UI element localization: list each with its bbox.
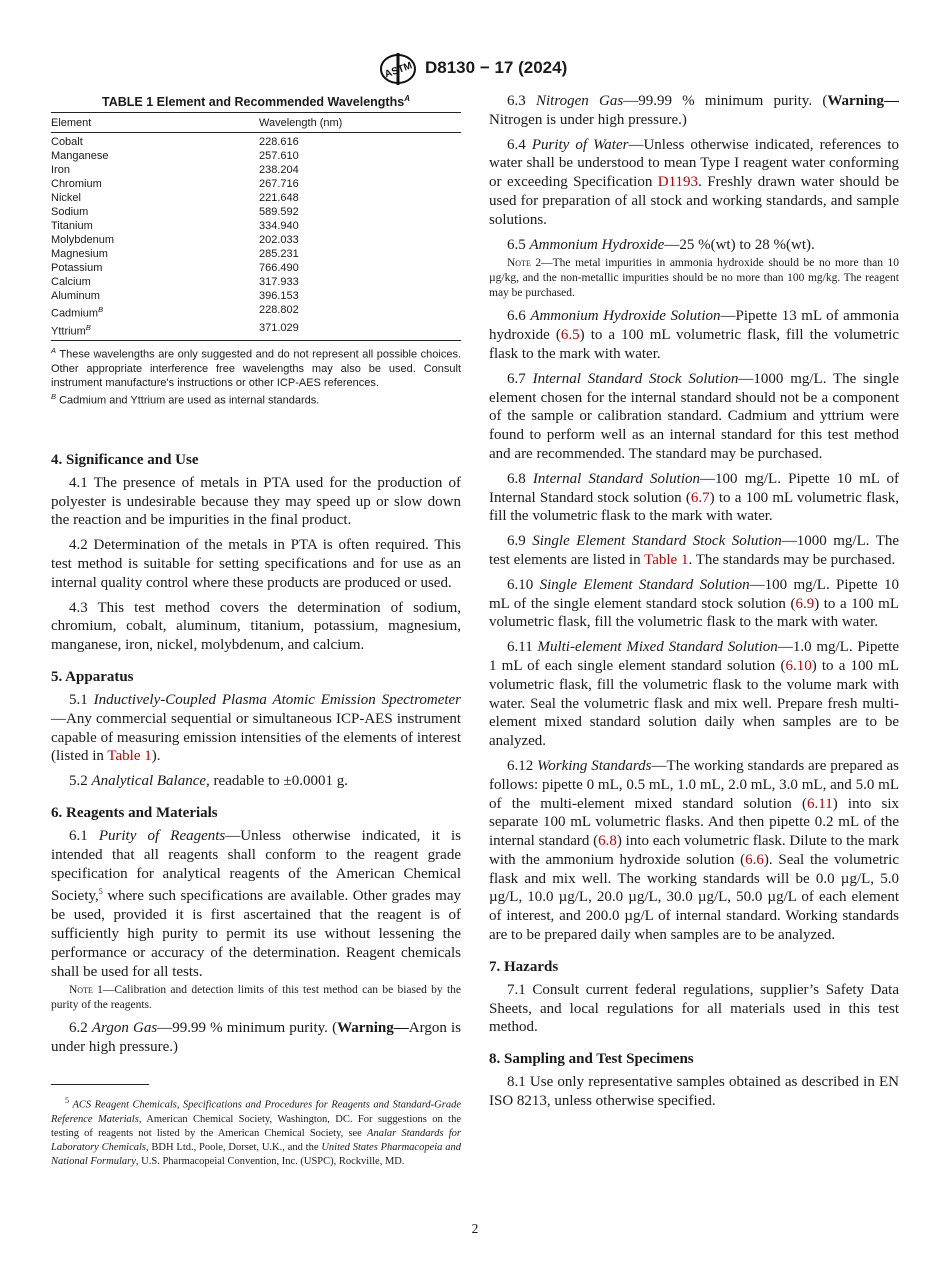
page-header <box>0 52 950 86</box>
paragraph-6-11: 6.11 Multi-element Mixed Standard Solution—1.0 mg/L. Pipette 1 mL of each single element standard solution (6.10) to a 100 mL volumetric flask, fill the volumetric flask to the volume mark with water. Seal the volumetric flask and mix well. Prepare fresh multi-element mixed standard solution daily when samples are to be analyzed. <box>489 639 899 750</box>
column-header-wavelength: Wavelength (nm) <box>259 117 343 130</box>
right-column <box>489 92 899 1111</box>
paragraph-5-1: 5.1 Inductively-Coupled Plasma Atomic Emission Spectrometer—Any commercial sequential or simultaneous ICP-AES instrument capable of measuring emission intensities of the elements of interest (listed in Table 1). <box>51 691 462 765</box>
wavelength-cell: 257.610 <box>259 150 299 163</box>
table-row <box>51 191 461 205</box>
table-1-link-2[interactable]: Table 1 <box>644 551 689 568</box>
column-header-element: Element <box>51 117 92 130</box>
paragraph-6-2: 6.2 Argon Gas—99.99 % minimum purity. (Warning—Argon is under high pressure.) <box>51 1020 462 1056</box>
note-2: Note 2—The metal impurities in ammonia hydroxide should be no more than 10 µg/kg, and the non-metallic impurities should be no more than 100 mg/kg. The reagent may be purchased. <box>489 257 899 300</box>
section-6-6-link[interactable]: 6.6 <box>745 851 764 868</box>
section-6-7-link[interactable]: 6.7 <box>690 489 710 506</box>
table-note-a: $^A$ These wavelengths are only suggested and do not represent all possible choices. Other appropriate interference free wavelengths may also be used. Consult instrument manufacture's instructions or other ICP-AES references. <box>51 346 462 390</box>
astm-logo-icon <box>378 52 418 86</box>
paragraph-7-1: 7.1 Consult current federal regulations, supplier’s Safety Data Sheets, and local regulations for all materials used in this test method. <box>489 981 899 1036</box>
table-1-link[interactable]: Table 1 <box>107 748 152 765</box>
paragraph-6-8: 6.8 Internal Standard Solution—100 mg/L. Pipette 10 mL of Internal Standard stock solution (6.7) to a 100 mL volumetric flask, fill the volumetric flask to the mark with water. <box>489 470 900 525</box>
paragraph-6-7: 6.7 Internal Standard Stock Solution—1000 mg/L. The single element chosen for the internal standard should not be a component of the sample or calibration standard. Cadmium and yttrium were found to perform well as an internal standard for this test method and are recommended. The standard may be purchased. <box>489 370 899 462</box>
paragraph-6-6: 6.6 Ammonium Hydroxide Solution—Pipette 13 mL of ammonia hydroxide (6.5) to a 100 mL volumetric flask, fill the volumetric flask to the mark with water. <box>489 308 899 362</box>
table-row <box>51 177 461 191</box>
wavelength-cell: 238.204 <box>259 164 299 177</box>
paragraph-5-2: 5.2 Analytical Balance, readable to ±0.0001 g. <box>69 773 348 790</box>
paragraph-6-12: 6.12 Working Standards—The working standards are prepared as follows: pipette 0 mL, 0.5 mL, 1.0 mL, 2.0 mL, 3.0 mL, and 5.0 mL of the multi-element mixed standard solution (6.11) into six separate 100 mL volumetric flasks. And then pipette 0.2 mL of the internal standard (6.8) into each volumetric flask. Dilute to the mark with the ammonium hydroxide solution (6.6). Seal the volumetric flask and mix well. The working standards will be 0.0 µg/L, 5.0 µg/L, 10.0 µg/L, 20.0 µg/L, 30.0 µg/L, 50.0 µg/L of each element of interest, and 200.0 µg/L of internal standard. Working standards are to be prepared daily when samples are to be analyzed. <box>489 757 900 944</box>
table-row <box>51 233 461 247</box>
footnote-5-ref[interactable]: 5 <box>98 887 103 897</box>
wavelength-cell: 228.616 <box>259 136 299 149</box>
section-6-8-link[interactable]: 6.8 <box>598 833 617 850</box>
paragraph-8-1: 8.1 Use only representative samples obtained as described in EN ISO 8213, unless otherwise specified. <box>489 1074 899 1110</box>
section-6-10-link[interactable]: 6.10 <box>785 657 812 674</box>
wavelength-cell: 396.153 <box>259 290 299 303</box>
wavelength-cell: 202.033 <box>259 234 299 247</box>
element-cell: Iron <box>51 164 70 177</box>
wavelength-cell: 334.940 <box>259 220 299 233</box>
table-1 <box>51 94 461 408</box>
table-row <box>51 289 461 303</box>
document-designation: D8130 − 17 (2024) <box>425 58 568 77</box>
note-1: Note 1—Calibration and detection limits of this test method can be biased by the purity of the reagents. <box>51 984 462 1012</box>
logo-text: ASTM <box>383 60 414 81</box>
element-cell: Chromium <box>51 178 102 191</box>
element-cell: Molybdenum <box>51 234 114 247</box>
paragraph-6-9: 6.9 Single Element Standard Stock Solution—1000 mg/L. The test elements are listed in Table 1. The standards may be purchased. <box>489 533 900 568</box>
table-note-b: $^B$ Cadmium and Yttrium are used as internal standards. <box>51 392 320 407</box>
wavelength-cell: 589.592 <box>259 206 299 219</box>
page-number: 2 <box>471 1221 479 1236</box>
paragraph-6-10: 6.10 Single Element Standard Solution—100 mg/L. Pipette 10 mL of the single element standard stock solution (6.9) to a 100 mL volumetric flask, fill the volumetric flask to the mark with water. <box>489 576 899 631</box>
table-row <box>51 135 461 149</box>
section-8-heading: 8. Sampling and Test Specimens <box>489 1051 694 1068</box>
paragraph-4-3: 4.3 This test method covers the determination of sodium, chromium, cobalt, aluminum, titanium, potassium, magnesium, manganese, iron, nickel, molybdenum, and calcium. <box>51 599 461 654</box>
element-cell: Potassium <box>51 262 103 275</box>
footnote-5: $^5$ ACS Reagent Chemicals, Specifications and Procedures for Reagents and Standard-Grade Reference Materials, American Chemical Society, Washington, DC. For suggestions on the testing of reagents not listed by the American Chemical Society, see Analar Standards for Laboratory Chemicals, BDH Ltd., Poole, Dorset, U.K., and the United States Pharmacopeia and National Formulary, U.S. Pharmacopeial Convention, Inc. (USPC), Rockville, MD. <box>51 1095 462 1168</box>
section-4-heading: 4. Significance and Use <box>51 451 199 468</box>
element-cell: Cadmium$^B$ <box>51 305 104 320</box>
table-title: TABLE 1 Element and Recommended Wavelengths$^A$ <box>102 94 410 110</box>
table-header-row <box>51 113 461 132</box>
table-row <box>51 247 461 261</box>
wavelength-cell: 267.716 <box>259 178 299 191</box>
table-row <box>51 219 461 233</box>
section-6-9-link[interactable]: 6.9 <box>795 595 815 612</box>
element-cell: Yttrium$^B$ <box>51 322 91 338</box>
wavelength-cell: 371.029 <box>259 321 299 334</box>
table-body <box>51 133 461 340</box>
wavelength-cell: 317.933 <box>259 276 299 289</box>
paragraph-4-1: 4.1 The presence of metals in PTA used for the production of polyester is undesirable because they may speed up or slow down the reaction and be impurities in the final product. <box>51 474 461 529</box>
wavelength-cell: 228.802 <box>259 304 299 317</box>
element-cell: Calcium <box>51 276 91 289</box>
table-row <box>51 163 461 177</box>
table-row <box>51 275 461 289</box>
table-row <box>51 205 461 219</box>
section-7-heading: 7. Hazards <box>489 958 559 975</box>
paragraph-6-4: 6.4 Purity of Water—Unless otherwise indicated, references to water shall be understood to mean Type I reagent water conforming or exceeding Specification D1193. Freshly drawn water should be used for preparation of all stock and working standards, and sample solutions. <box>489 136 899 228</box>
wavelength-cell: 285.231 <box>259 248 299 261</box>
element-cell: Sodium <box>51 206 89 219</box>
element-cell: Aluminum <box>51 290 100 303</box>
section-6-heading: 6. Reagents and Materials <box>51 804 218 821</box>
paragraph-6-3: 6.3 Nitrogen Gas—99.99 % minimum purity. (Warning—Nitrogen is under high pressure.) <box>489 93 900 128</box>
table-row <box>51 149 461 163</box>
element-cell: Manganese <box>51 150 109 163</box>
table-row <box>51 261 461 275</box>
element-cell: Nickel <box>51 192 81 205</box>
element-cell: Magnesium <box>51 248 108 261</box>
wavelength-cell: 766.490 <box>259 262 299 275</box>
table-row <box>51 303 461 321</box>
paragraph-6-1: 6.1 Purity of Reagents—Unless otherwise indicated, it is intended that all reagents shall conform to the reagent grade specification for analytical reagents of the American Chemical Society,$^5$ where such specifications are available. Other grades may be used, provided it is first ascertained that the reagent is of sufficiently high purity to permit its use without lessening the performance or accuracy of the determination. Reagent chemicals shall be used for all tests. <box>51 827 461 980</box>
element-cell: Cobalt <box>51 136 83 149</box>
wavelength-cell: 221.648 <box>259 192 299 205</box>
section-6-5-link[interactable]: 6.5 <box>560 327 580 344</box>
d1193-link[interactable]: D1193 <box>657 174 699 191</box>
left-column <box>51 92 461 1169</box>
paragraph-4-2: 4.2 Determination of the metals in PTA is often required. This test method is suitable for setting specifications and for use as an internal quality control where these products are produced or used. <box>51 537 461 591</box>
table-row <box>51 321 461 339</box>
paragraph-6-5: 6.5 Ammonium Hydroxide—25 %(wt) to 28 %(wt). <box>507 236 815 253</box>
section-6-11-link[interactable]: 6.11 <box>807 795 833 812</box>
section-5-heading: 5. Apparatus <box>51 668 134 685</box>
element-cell: Titanium <box>51 220 93 233</box>
